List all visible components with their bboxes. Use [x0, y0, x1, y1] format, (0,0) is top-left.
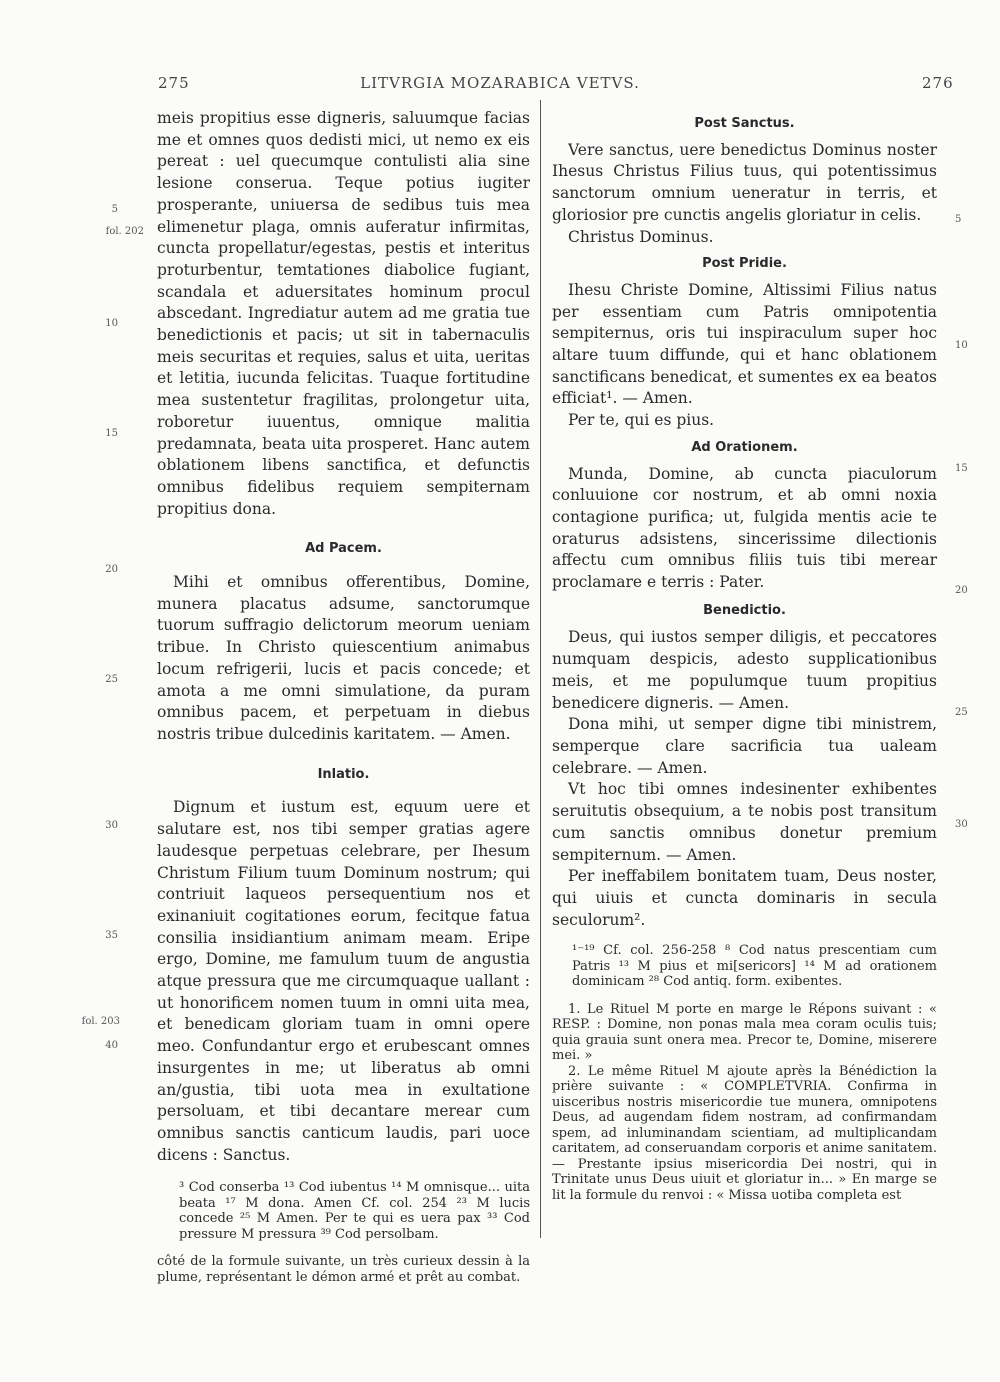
line-number: 10: [105, 318, 118, 329]
line-number: 25: [105, 674, 118, 685]
line-number: 10: [955, 340, 968, 351]
section-heading: Post Sanctus.: [694, 116, 795, 131]
section-heading: Inlatio.: [317, 766, 370, 782]
line-number: 15: [105, 428, 118, 439]
line-number: 30: [105, 820, 118, 831]
right-column: [552, 113, 937, 1203]
line-number: 20: [955, 585, 968, 596]
line-number: 5: [111, 204, 118, 215]
section-heading: Ad Pacem.: [305, 541, 382, 557]
prayer-text: Vt hoc tibi omnes indesinenter exhibentes seruitutis obsequium, a te nobis post transitum cum sanctis omnibus donetur premium sempiternum. — Amen.: [552, 780, 937, 864]
prayer-text: Per te, qui es pius.: [568, 411, 715, 430]
prayer-text: Dona mihi, ut semper digne tibi ministrem, semperque clare sacrificia tua ualeam celebrare. — Amen.: [552, 715, 937, 777]
prayer-text: Munda, Domine, ab cuncta piaculorum conluuione cor nostrum, et ab omni noxia contagione purifica; ut, fulgida mentis acie te oraturus adsistens, sincerissime dilectionis affectu cum omnibus filiis tuis tibi merear proclamare e terris : Pater.: [552, 464, 937, 592]
column-divider: [540, 100, 541, 1238]
line-number: 5: [955, 214, 962, 225]
variant-text: ¹⁻¹⁹ Cf. col. 256-258 ⁸ Cod natus prescentiam cum Patris ¹³ M pius et mi[sericors] ¹⁴ M ad orationem dominicam ²⁸ Cod antiq. form. exibentes.: [572, 943, 937, 990]
line-number: 40: [105, 1040, 118, 1051]
folio-marker: fol. 203: [81, 1016, 120, 1027]
footnotes: [552, 1002, 937, 1204]
line-number: 15: [955, 463, 968, 474]
footnote-1: 1. Le Rituel M porte en marge le Répons suivant : « RESP. : Domine, non ponas mala mea coram oculis tuis; quia grauia sunt onera mea. Precor te, Domine, miserere mei. »: [552, 1001, 937, 1064]
variant-readings: [179, 1180, 530, 1242]
prayer-text: Vere sanctus, uere benedictus Dominus noster Ihesus Christus Filius tuus, qui potentissimus sanctorum omnium ueneratur in terris, et gloriosior pre cunctis angelis gloriatur in celis.: [552, 140, 937, 224]
variant-text: ³ Cod conserba ¹³ Cod iubentus ¹⁴ M omnisque... uita beata ¹⁷ M dona. Amen Cf. col. 254 ²³ M lucis concede ²⁵ M Amen. Per te qui es uera pax ³³ Cod pressure M pressura ³⁹ Cod persolbam.: [179, 1180, 530, 1242]
section-heading: Ad Orationem.: [691, 439, 798, 455]
folio-marker: fol. 202: [105, 226, 144, 237]
variant-readings: [572, 943, 937, 990]
footnote-2: 2. Le même Rituel M ajoute après la Bénédiction la prière suivante : « COMPLETVRIA. Confirma in uisceribus nostris misericordie tue munera, omnipotens Deus, ad augendam fidem nostram, ad confirmandam spem, ad inluminandam scientiam, ad multiplicandam caritatem, ad conseruandam corporis et anime sanitatem. — Prestante ipsius misericordia Dei nostri, qui in Trinitate unus Deus uiuit et gloriatur in... » En marge se lit la formule du renvoi : « Missa uotiba completa est: [552, 1063, 937, 1203]
line-number: 35: [105, 930, 118, 941]
prayer-text: meis propitius esse digneris, saluumque facias me et omnes quos dedisti mici, ut nemo ex eis pereat : uel quecumque contulisti alia sine lesione conserua. Teque potius iugiter prosperante, uniuersa de sedibus tuis mea elimenetur plaga, omnis auferatur infirmitas, cuncta propellatur/egestas, pestis et interitus proturbentur, temtationes diabolice fugiant, scandala et aduersitates hominum procul abscedant. Ingrediatur autem ad me gratia tue benedictionis et pacis; ut sit in tabernaculis meis securitas et requies, salus et uita, ueritas et letitia, iucunda felicitas. Tuaque fortitudine mea sustentetur fragilitas, prolongetur uita, roboretur iuuentus, omnique malitia predamnata, beata uita prosperet. Hanc autem oblationem libens sanctifica, et defunctis omnibus fidelibus requiem sempiternam propitius dona.: [157, 109, 530, 518]
prayer-text: Per ineffabilem bonitatem tuam, Deus noster, qui uiuis et cuncta dominaris in secula seculorum².: [552, 867, 937, 929]
section-heading: Benedictio.: [703, 602, 786, 618]
running-title: LITVRGIA MOZARABICA VETVS.: [360, 74, 640, 92]
page-number-left: 275: [158, 74, 190, 92]
footnote-text: côté de la formule suivante, un très curieux dessin à la plume, représentant le démon armé et prêt au combat.: [157, 1254, 530, 1285]
line-number: 25: [955, 707, 968, 718]
prayer-text: Deus, qui iustos semper diligis, et peccatores numquam despicis, adesto supplicationibus meis, et me populumque tuum propitius benedicere digneris. — Amen.: [552, 628, 937, 712]
section-heading: Post Pridie.: [702, 256, 787, 272]
prayer-text: Dignum et iustum est, equum uere et salutare est, nos tibi semper gratias agere laudesque perpetuas celebrare, per Ihesum Christum Filium tuum Dominum nostrum; qui contriuit laqueos persequentium nos et exinaniuit cogitationes eorum, fecitque fatua consilia insidiantium animam meam. Eripe ergo, Domine, me famulum tuum de angustia atque pressura que me circumquaque uallant : ut honorificem nomen tuum in omni uita mea, et benedicam gloriam tuam in omni opere meo. Confundantur ergo et erubescant omnes insurgentes in me; ut liberatus ab omni an/gustia, tibi uota mea in exultatione persoluam, et tibi decantare merear cum omnibus sanctis canticum laudis, pari uoce dicens : Sanctus.: [157, 798, 530, 1164]
page-number-right: 276: [922, 74, 954, 92]
prayer-text: Ihesu Christe Domine, Altissimi Filius natus per essentiam cum Patris omnipotentia sempiternus, oris tui inspiraculum super hoc altare tuum diffunde, qui et hanc oblationem sanctificans benedicat, et sumentes ex ea beatos efficiat¹. — Amen.: [552, 280, 937, 408]
line-number: 20: [105, 564, 118, 575]
prayer-text: Mihi et omnibus offerentibus, Domine, munera placatus adsume, sanctorumque tuorum suffragio delictorum meorum ueniam tribue. In Christo quiescentium animabus locum refrigerii, lucis et pacis concede; et amota a me omni simulatione, da puram omnibus pacem, et perpetuam in diebus nostris tribue dulcedinis karitatem. — Amen.: [157, 573, 530, 743]
line-number: 30: [955, 819, 968, 830]
left-column: [157, 108, 530, 1285]
prayer-text: Christus Dominus.: [568, 227, 714, 246]
footnote-continuation: [157, 1254, 530, 1285]
